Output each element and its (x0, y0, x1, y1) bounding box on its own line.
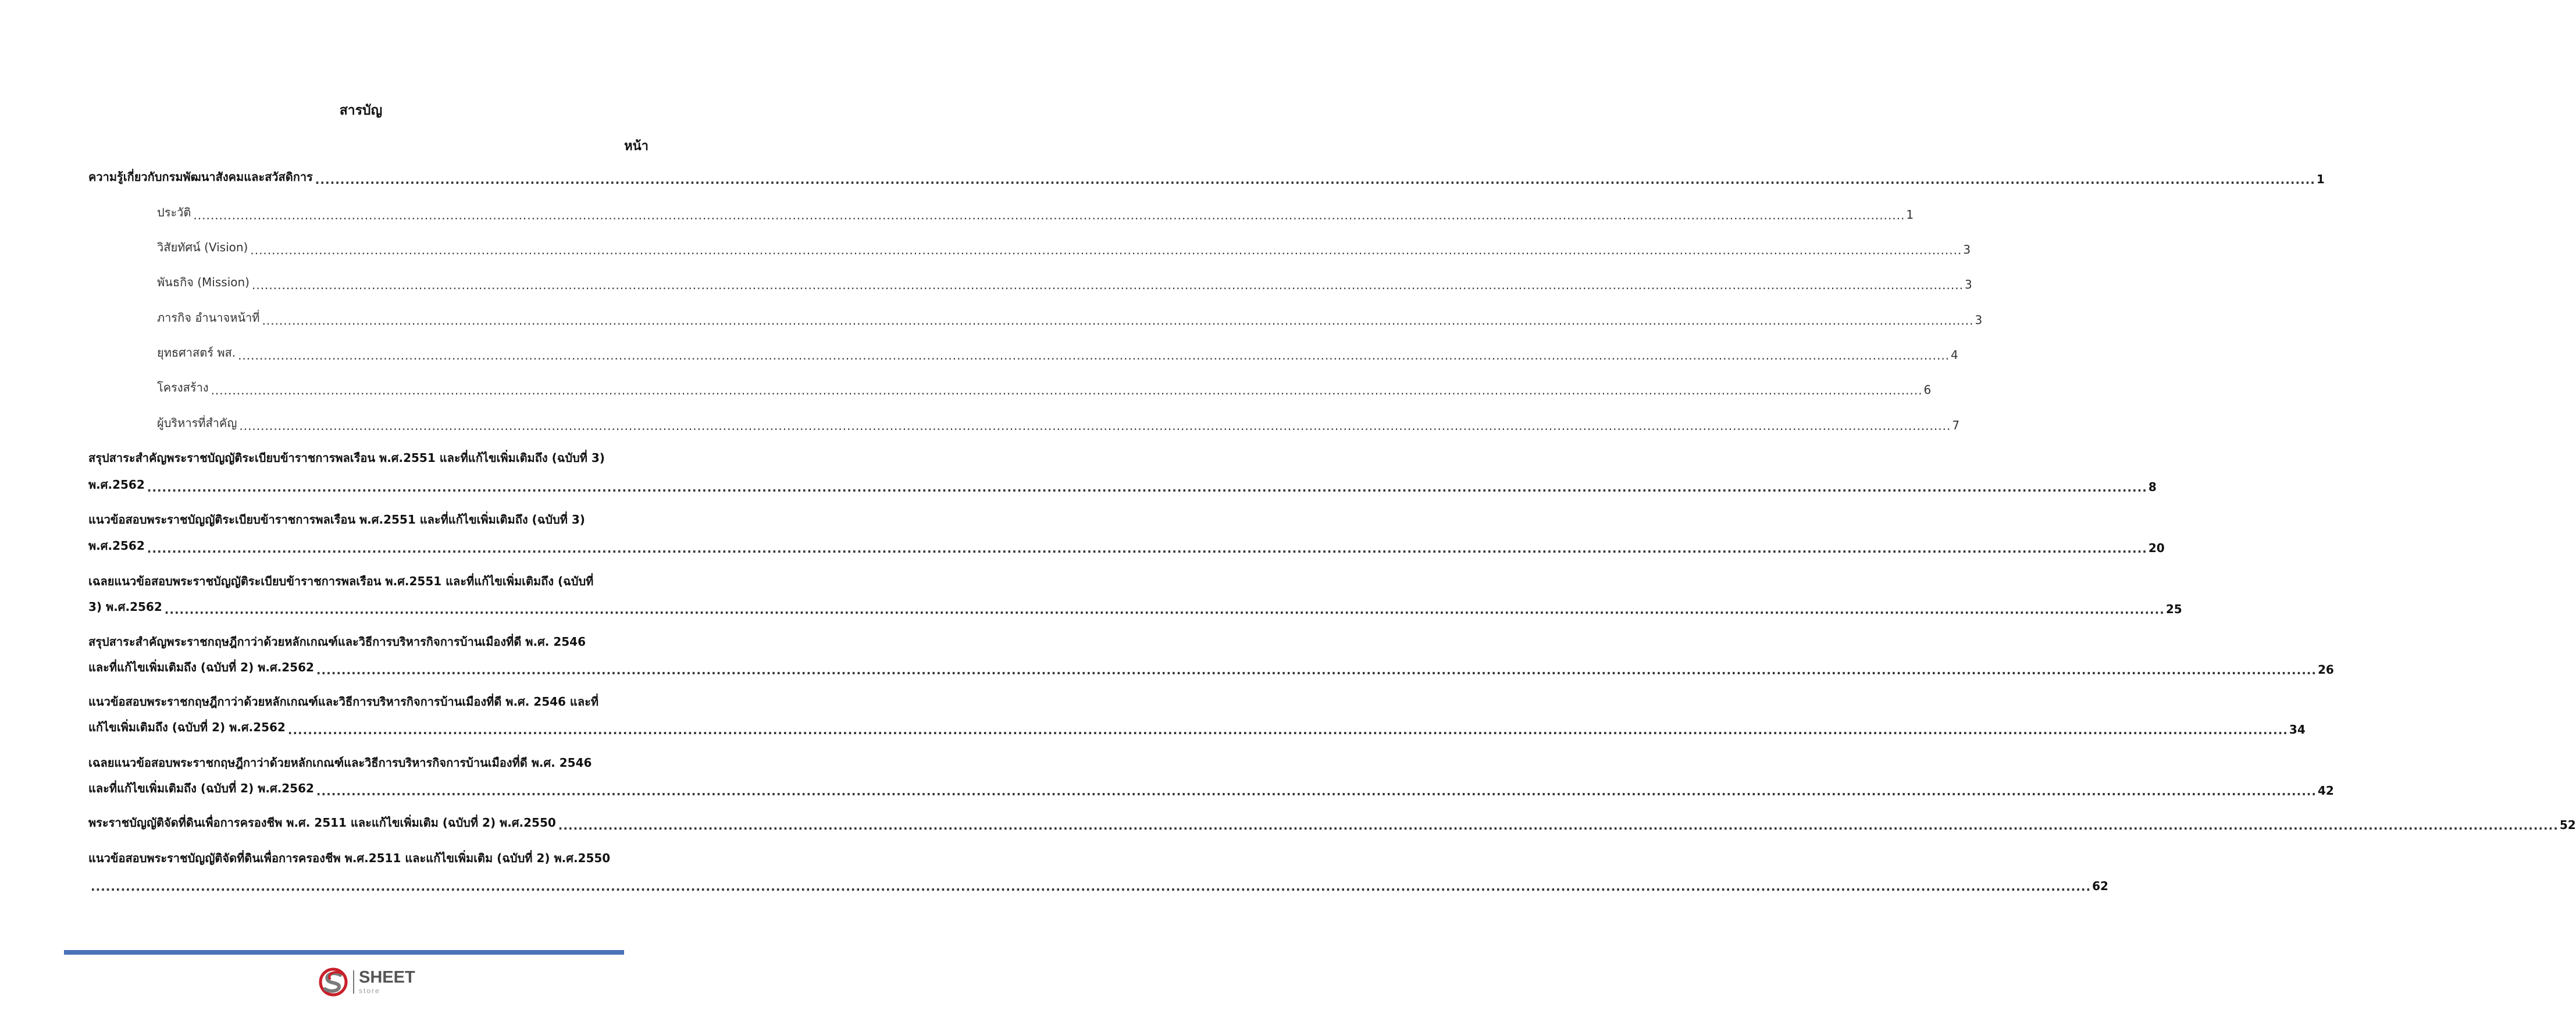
toc-entry-line2[interactable] (88, 874, 2108, 894)
toc-entry-line1[interactable]: เฉลยแนวข้อสอบพระราชบัญญัติระเบียบข้าราชการพลเรือน พ.ศ.2551 และที่แก้ไขเพิ่มเติมถึง (ฉบับที่ (88, 574, 594, 588)
toc-entry-line1[interactable]: แนวข้อสอบพระราชกฤษฎีกาว่าด้วยหลักเกณฑ์และวิธีการบริหารกิจการบ้านเมืองที่ดี พ.ศ. 2546 และที่ (88, 695, 599, 709)
toc-page-number: 26 (2317, 663, 2334, 677)
toc-entry-text: ผู้บริหารที่สำคัญ (157, 416, 237, 430)
toc-entry-text: พ.ศ.2562 (88, 539, 145, 553)
toc-page-number: 3 (1975, 313, 1983, 327)
footer-rule (64, 950, 624, 955)
toc-entry-text: โครงสร้าง (157, 380, 209, 394)
toc-entry-text: ความรู้เกี่ยวกับกรมพัฒนาสังคมและสวัสดิการ (88, 170, 313, 184)
leader-dots: ................................................................................................................................................................................................................................................................................................................................................................................................................ (238, 348, 1950, 362)
toc-entry-line2[interactable] (88, 779, 2334, 798)
toc-page-number: 62 (2092, 879, 2108, 893)
logo-subtext: store (359, 987, 380, 995)
leader-dots: ................................................................................................................................................................................................................................................................................................................................................................................................................ (315, 173, 2315, 187)
toc-entry-text: พระราชบัญญัติจัดที่ดินเพื่อการครองชีพ พ.ศ. 2511 และแก้ไขเพิ่มเติม (ฉบับที่ 2) พ.ศ.2550 (88, 816, 556, 830)
leader-dots: ................................................................................................................................................................................................................................................................................................................................................................................................................ (239, 419, 1951, 433)
sheet-store-logo (317, 967, 416, 997)
toc-title: สารบัญ (339, 103, 383, 118)
toc-page-number: 8 (2148, 480, 2157, 494)
leader-dots: ................................................................................................................................................................................................................................................................................................................................................................................................................ (558, 819, 2559, 833)
toc-subentry[interactable] (157, 378, 1932, 397)
toc-entry-text: ยุทธศาสตร์ พส. (157, 346, 236, 360)
toc-entry-text: 3) พ.ศ.2562 (88, 600, 162, 614)
toc-entry-line2[interactable] (88, 658, 2334, 677)
logo-separator (353, 970, 354, 994)
leader-dots: ................................................................................................................................................................................................................................................................................................................................................................................................................ (250, 243, 1962, 257)
toc-entry-text: แก้ไขเพิ่มเติมถึง (ฉบับที่ 2) พ.ศ.2562 (88, 720, 286, 734)
toc-entry-line2[interactable] (88, 718, 2306, 737)
toc-subentry[interactable] (157, 343, 1958, 362)
page-column-label: หน้า (624, 139, 649, 154)
leader-dots: ................................................................................................................................................................................................................................................................................................................................................................................................................ (211, 383, 1923, 397)
toc-entry-text: ประวัติ (157, 205, 191, 219)
toc-entry-text: พันธกิจ (Mission) (157, 275, 250, 289)
toc-page-number: 52 (2559, 818, 2576, 832)
toc-entry-line2[interactable] (88, 475, 2157, 495)
toc-entry-main-1[interactable] (88, 168, 2325, 187)
toc-entry-line1[interactable]: สรุปสาระสำคัญพระราชกฤษฎีกาว่าด้วยหลักเกณฑ์และวิธีการบริหารกิจการบ้านเมืองที่ดี พ.ศ. 2546 (88, 635, 586, 649)
toc-entry-line1[interactable]: แนวข้อสอบพระราชบัญญัติระเบียบข้าราชการพลเรือน พ.ศ.2551 และที่แก้ไขเพิ่มเติมถึง (ฉบับที่ 3) (88, 513, 585, 526)
toc-page-number: 1 (2316, 172, 2325, 186)
toc-page-number: 3 (1964, 278, 1972, 291)
leader-dots: ................................................................................................................................................................................................................................................................................................................................................................................................................ (147, 542, 2147, 556)
toc-entry-single[interactable] (88, 813, 2576, 833)
toc-subentry[interactable] (157, 273, 1972, 292)
toc-entry-line1[interactable]: เฉลยแนวข้อสอบพระราชกฤษฎีกาว่าด้วยหลักเกณฑ์และวิธีการบริหารกิจการบ้านเมืองที่ดี พ.ศ. 2546 (88, 756, 592, 770)
leader-dots: ................................................................................................................................................................................................................................................................................................................................................................................................................ (91, 880, 2092, 894)
logo-wordmark: SHEET (359, 968, 415, 987)
toc-entry-text: วิสัยทัศน์ (Vision) (157, 240, 248, 254)
toc-page-number: 1 (1906, 208, 1914, 222)
leader-dots: ................................................................................................................................................................................................................................................................................................................................................................................................................ (193, 208, 1905, 222)
logo-s-mark-icon (317, 967, 352, 997)
leader-dots: ................................................................................................................................................................................................................................................................................................................................................................................................................ (316, 784, 2317, 798)
toc-entry-line2[interactable] (88, 597, 2182, 617)
toc-entry-line1[interactable]: แนวข้อสอบพระราชบัญญัติจัดที่ดินเพื่อการครองชีพ พ.ศ.2511 และแก้ไขเพิ่มเติม (ฉบับที่ 2) พ.ศ.2550 (88, 851, 611, 865)
toc-page-number: 3 (1963, 243, 1971, 257)
leader-dots: ................................................................................................................................................................................................................................................................................................................................................................................................................ (316, 663, 2317, 677)
leader-dots: ................................................................................................................................................................................................................................................................................................................................................................................................................ (287, 723, 2288, 737)
toc-entry-text: และที่แก้ไขเพิ่มเติมถึง (ฉบับที่ 2) พ.ศ.2562 (88, 660, 314, 674)
toc-subentry[interactable] (157, 203, 1914, 222)
toc-entry-text: พ.ศ.2562 (88, 478, 145, 492)
toc-entry-text: และที่แก้ไขเพิ่มเติมถึง (ฉบับที่ 2) พ.ศ.2562 (88, 781, 314, 795)
toc-page-number: 42 (2317, 784, 2334, 798)
toc-subentry[interactable] (157, 308, 1983, 328)
leader-dots: ................................................................................................................................................................................................................................................................................................................................................................................................................ (262, 314, 1974, 328)
leader-dots: ................................................................................................................................................................................................................................................................................................................................................................................................................ (251, 278, 1964, 292)
toc-entry-line2[interactable] (88, 536, 2165, 556)
toc-subentry[interactable] (157, 238, 1971, 257)
toc-page-number: 20 (2148, 541, 2165, 555)
leader-dots: ................................................................................................................................................................................................................................................................................................................................................................................................................ (164, 603, 2165, 617)
toc-page-number: 6 (1923, 383, 1932, 397)
toc-page-number: 34 (2289, 723, 2306, 737)
toc-page-number: 4 (1951, 348, 1958, 362)
toc-page-number: 7 (1952, 418, 1960, 432)
toc-entry-line1[interactable]: สรุปสาระสำคัญพระราชบัญญัติระเบียบข้าราชการพลเรือน พ.ศ.2551 และที่แก้ไขเพิ่มเติมถึง (ฉบับที่ 3) (88, 451, 605, 465)
toc-subentry[interactable] (157, 414, 1960, 433)
toc-entry-text: ภารกิจ อำนาจหน้าที่ (157, 311, 260, 325)
toc-page-number: 25 (2165, 602, 2182, 616)
leader-dots: ................................................................................................................................................................................................................................................................................................................................................................................................................ (147, 481, 2147, 495)
